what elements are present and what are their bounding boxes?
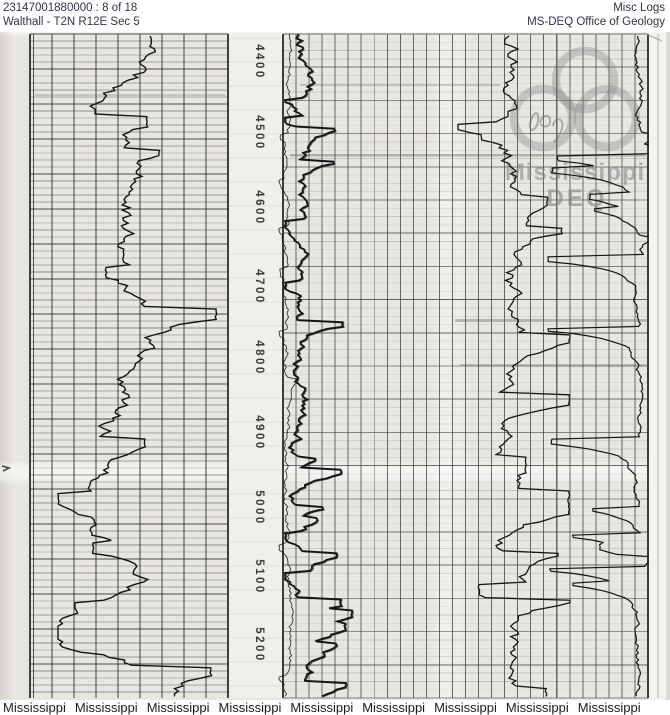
depth-label: 5200 bbox=[253, 627, 265, 663]
depth-label: 5000 bbox=[253, 490, 265, 526]
agency-name: MS-DEQ Office of Geology bbox=[527, 16, 665, 28]
footer-watermark-text: Mississippi bbox=[362, 700, 426, 715]
scan-streak bbox=[35, 94, 225, 96]
depth-label: 4700 bbox=[253, 269, 265, 305]
scan-streak bbox=[300, 84, 500, 86]
footer-watermark-text: Mississippi bbox=[74, 700, 138, 715]
depth-label: 4600 bbox=[253, 190, 265, 226]
depth-labels bbox=[253, 44, 265, 663]
header-left bbox=[3, 1, 140, 29]
watermark-script-icon bbox=[530, 113, 563, 142]
watermark-text-line2: DEQ bbox=[546, 185, 608, 212]
header bbox=[0, 0, 670, 32]
header-right bbox=[527, 1, 665, 29]
scan-streak bbox=[460, 364, 648, 367]
well-location: Walthall - T2N R12E Sec 5 bbox=[3, 16, 140, 28]
margin-pen-mark bbox=[2, 466, 9, 471]
footer-watermark-text: Mississippi bbox=[218, 700, 282, 715]
depth-label: 4400 bbox=[253, 44, 265, 80]
depth-label: 4500 bbox=[253, 115, 265, 151]
scanned-well-log bbox=[0, 32, 670, 700]
log-grid bbox=[30, 34, 648, 698]
depth-label: 4900 bbox=[253, 415, 265, 451]
footer-watermark-text: Mississippi bbox=[3, 700, 66, 715]
left-track-curve bbox=[58, 36, 217, 696]
footer-watermark-text: Mississippi bbox=[577, 700, 641, 715]
footer-watermark-text: Mississippi bbox=[434, 700, 497, 715]
scan-right-edge bbox=[666, 32, 670, 700]
footer-watermark-text: Mississippi bbox=[290, 700, 354, 715]
watermark-footer bbox=[3, 700, 641, 715]
footer-watermark-text: Mississippi bbox=[505, 700, 569, 715]
watermark-text-line1: Mississippi bbox=[504, 159, 646, 186]
well-log-image bbox=[0, 32, 670, 700]
footer-watermark-text: Mississippi bbox=[146, 700, 210, 715]
depth-label: 4800 bbox=[253, 340, 265, 376]
well-api-number: 23147001880000 : 8 of 18 bbox=[3, 2, 138, 14]
scan-streak bbox=[455, 319, 648, 322]
depth-label: 5100 bbox=[253, 559, 265, 595]
log-category: Misc Logs bbox=[613, 2, 665, 14]
